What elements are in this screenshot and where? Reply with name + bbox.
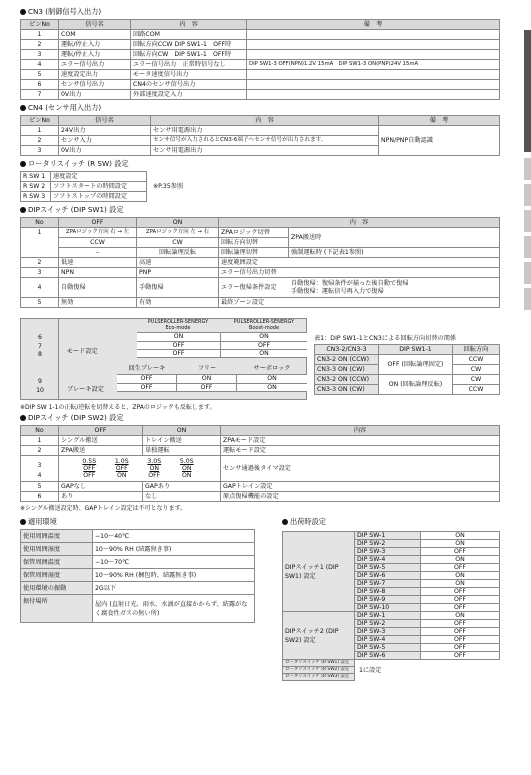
timer-head: 3.0S bbox=[147, 458, 162, 465]
th: 内容 bbox=[221, 426, 500, 436]
rsw-title bbox=[20, 159, 500, 169]
cell: PNP bbox=[137, 268, 219, 278]
cell: センサ通過後タイマ設定 bbox=[221, 456, 500, 482]
cell: 回転論理反転 bbox=[137, 248, 219, 258]
cn4-title bbox=[20, 103, 500, 113]
cell: シングル搬送 bbox=[59, 436, 143, 446]
boost-mode-header-a: PULSEROLLER-SENERGY bbox=[233, 319, 295, 325]
cell: ZPA搬送時 bbox=[289, 228, 500, 248]
mode-brake-block bbox=[20, 318, 307, 400]
cell: ソフトスタートの時間設定 bbox=[51, 182, 147, 192]
table-row bbox=[21, 40, 500, 50]
cell: DIP SW-5 bbox=[355, 644, 421, 652]
mode-values bbox=[137, 332, 307, 358]
mode-label: モード設定 bbox=[67, 348, 98, 355]
cell: センサ入力 bbox=[59, 136, 151, 146]
sw2-title bbox=[20, 413, 500, 423]
th: 内 容 bbox=[131, 20, 247, 30]
ship-block bbox=[282, 517, 500, 681]
table-row bbox=[21, 70, 500, 80]
cell: 単独運転 bbox=[143, 446, 221, 456]
cell: 5 bbox=[21, 482, 59, 492]
cell: 速度設定 bbox=[51, 172, 147, 182]
boost-mode-header bbox=[221, 320, 307, 331]
cell: ON (回転論理反転) bbox=[379, 375, 453, 395]
cell: DIP SW-1 bbox=[355, 612, 421, 620]
cell: 据付場所 bbox=[21, 595, 93, 623]
cell: CN3-3 ON (CW) bbox=[315, 385, 379, 395]
brake-head: フリー bbox=[197, 365, 217, 372]
cell: ZPA搬送 bbox=[59, 446, 143, 456]
table-row bbox=[21, 530, 255, 543]
cell: 回転方向CW DIP SW1-1 OFF時 bbox=[131, 50, 247, 60]
cell: NPN bbox=[59, 268, 137, 278]
cell: 3 bbox=[21, 146, 59, 156]
bullet-icon bbox=[20, 415, 26, 421]
cell: CN3-2 ON (CCW) bbox=[315, 355, 379, 365]
cell: OFF bbox=[421, 596, 500, 604]
rsw-table bbox=[20, 171, 260, 202]
cell: ON bbox=[421, 612, 500, 620]
cell bbox=[247, 40, 500, 50]
timer-head: 1.0S bbox=[114, 458, 129, 465]
table-row bbox=[21, 556, 255, 569]
cell: CN3-3 ON (CW) bbox=[315, 365, 379, 375]
cell: 原点復帰機能の設定 bbox=[221, 492, 500, 502]
table-row bbox=[21, 278, 500, 298]
cell: DIP SW-4 bbox=[355, 636, 421, 644]
brake-no-column bbox=[33, 377, 47, 395]
cell bbox=[219, 278, 500, 298]
timer-value: OFF bbox=[83, 465, 96, 472]
cell: 4 bbox=[21, 60, 59, 70]
brake-value: OFF bbox=[177, 384, 237, 391]
cell: センサ用電源出力 bbox=[151, 146, 379, 156]
mode-no: 6 bbox=[38, 334, 42, 341]
cell: DIP SW-5 bbox=[355, 564, 421, 572]
cell: ロータリスイッチ (R SW1) 設定 bbox=[283, 660, 355, 667]
th: No bbox=[21, 218, 59, 228]
ship-table bbox=[282, 531, 500, 681]
cn3-title bbox=[20, 7, 500, 17]
cell: 強制運転時 (下記表1参照) bbox=[289, 248, 500, 258]
table-row bbox=[21, 228, 500, 238]
table-row bbox=[21, 50, 500, 60]
cell: DIP SW-7 bbox=[355, 580, 421, 588]
cell: OFF bbox=[421, 636, 500, 644]
cell: 7 bbox=[21, 90, 59, 100]
mode-no: 7 bbox=[38, 342, 42, 350]
brake-value: OFF bbox=[117, 375, 177, 383]
cell-text: 自動復帰：復帰条件が揃った後自動で復帰 bbox=[291, 279, 409, 287]
rsw-reference: ※P.35参照 bbox=[153, 183, 184, 190]
table-row bbox=[21, 172, 261, 182]
table-row bbox=[283, 660, 500, 667]
cell: 10〜90% RH (梱包時、結露無き事) bbox=[93, 569, 255, 582]
table-row bbox=[21, 258, 500, 268]
cell: 屋内 (直射日光、雨水、水滴が直接かからず、結露がなく腐食性ガスの無い所) bbox=[93, 595, 255, 623]
cell: エラー信号出力切替 bbox=[219, 268, 500, 278]
cell: ロータリスイッチ (R SW3) 設定 bbox=[283, 674, 355, 681]
timer-cell bbox=[59, 456, 221, 482]
th: DIP SW1-1 bbox=[379, 345, 453, 355]
cell: 低速 bbox=[59, 258, 137, 268]
side-index-tab bbox=[524, 262, 531, 284]
cell: 速度設定出力 bbox=[59, 70, 131, 80]
timer-value: OFF bbox=[83, 472, 96, 479]
cell-text: 手動復帰：運転信号再入力で復帰 bbox=[291, 287, 384, 295]
mode-value: ON bbox=[259, 333, 269, 340]
cell: 運転モード設定 bbox=[221, 446, 500, 456]
boost-mode-header-b: Boost-mode bbox=[248, 324, 280, 331]
cell: 外部速度設定入力 bbox=[131, 90, 247, 100]
eco-mode-header-b: Eco-mode bbox=[165, 324, 191, 331]
side-index-tab bbox=[524, 236, 531, 258]
cell: センサ用電源出力 bbox=[151, 126, 379, 136]
table-row bbox=[21, 60, 500, 70]
table-row bbox=[21, 492, 500, 502]
cell: DIP SW-6 bbox=[355, 572, 421, 580]
th: CN3-2/CN3-3 bbox=[315, 345, 379, 355]
cell: 使用周囲湿度 bbox=[21, 543, 93, 556]
cell: 有効 bbox=[137, 298, 219, 308]
cell: 4 bbox=[21, 278, 59, 298]
brake-head: 回生ブレーキ bbox=[128, 365, 166, 372]
sw1-table bbox=[20, 217, 500, 308]
table-row bbox=[21, 582, 255, 595]
table-row bbox=[21, 298, 500, 308]
mode-value: OFF bbox=[137, 350, 221, 357]
cell: 2 bbox=[21, 40, 59, 50]
sw1-note: ※DIP SW 1-1の正転/逆転を切替えると、ZPAのロジックも反転します。 bbox=[20, 404, 216, 411]
table-row bbox=[21, 126, 500, 136]
brake-no: 9 bbox=[38, 378, 42, 385]
table-row bbox=[21, 595, 255, 623]
mode-value: ON bbox=[259, 350, 269, 357]
cell: 保管周囲湿度 bbox=[21, 569, 93, 582]
cell: DIP SW-3 bbox=[355, 548, 421, 556]
cell: NPN/PNP自動認識 bbox=[379, 126, 500, 156]
th: 備 考 bbox=[379, 116, 500, 126]
brake-head: サーボロック bbox=[253, 365, 291, 372]
brake-value: ON bbox=[267, 384, 277, 391]
th: 信号名 bbox=[59, 116, 151, 126]
ship-title-text: 出荷時設定 bbox=[290, 517, 326, 526]
cell: ロータリスイッチ (R SW2) 設定 bbox=[283, 667, 355, 674]
table-row bbox=[21, 569, 255, 582]
cell: CN4のセンサ信号出力 bbox=[131, 80, 247, 90]
sw2-table bbox=[20, 425, 500, 502]
cell: DIPスイッチ2 (DIP SW2) 設定 bbox=[283, 612, 355, 660]
bullet-icon bbox=[20, 161, 26, 167]
cell bbox=[247, 30, 500, 40]
brake-value: ON bbox=[267, 375, 277, 382]
table-row bbox=[21, 80, 500, 90]
env-table bbox=[20, 529, 255, 623]
cell: DIP SW-3 bbox=[355, 628, 421, 636]
table-row bbox=[21, 30, 500, 40]
cell: 6 bbox=[21, 80, 59, 90]
cell: 1 bbox=[21, 126, 59, 136]
cell: DIPスイッチ1 (DIP SW1) 設定 bbox=[283, 532, 355, 612]
th: ON bbox=[137, 218, 219, 228]
cell: DIP SW-2 bbox=[355, 540, 421, 548]
cell: ソフトストップの時間設定 bbox=[51, 192, 147, 202]
sw2-title-text: DIPスイッチ (DIP SW2) 設定 bbox=[28, 413, 124, 422]
cell: 2 bbox=[21, 136, 59, 146]
table-row bbox=[315, 375, 500, 385]
cell: – bbox=[59, 248, 137, 258]
side-index-tab bbox=[524, 184, 531, 206]
table1-block bbox=[314, 334, 500, 395]
cell: DIP SW-9 bbox=[355, 596, 421, 604]
cell: 0V出力 bbox=[59, 146, 151, 156]
cell: 2G以下 bbox=[93, 582, 255, 595]
side-index-tab bbox=[524, 210, 531, 232]
table-row bbox=[21, 446, 500, 456]
timer-value: OFF bbox=[148, 472, 161, 479]
cell: OFF bbox=[421, 604, 500, 612]
cell: 0V出力 bbox=[59, 90, 131, 100]
cell: 5 bbox=[21, 298, 59, 308]
cell: 2 bbox=[21, 446, 59, 456]
th: OFF bbox=[59, 426, 143, 436]
timer-table bbox=[73, 458, 203, 479]
table1-title: 表1：DIP SW1-1とCN3による回転方向切替の関係 bbox=[314, 335, 457, 342]
cell: OFF bbox=[421, 588, 500, 596]
cell: 1に設定 bbox=[359, 666, 382, 674]
mode-value: ON bbox=[137, 333, 221, 341]
th: 回転方向 bbox=[453, 345, 500, 355]
table-row bbox=[21, 543, 255, 556]
sw1-title-text: DIPスイッチ (DIP SW1) 設定 bbox=[28, 205, 124, 214]
cell: 3 bbox=[21, 268, 59, 278]
brake-value: OFF bbox=[117, 384, 177, 391]
cell: CW bbox=[453, 375, 500, 385]
timer-value: ON bbox=[117, 472, 127, 479]
table-row bbox=[21, 436, 500, 446]
cell: R SW 3 bbox=[21, 192, 51, 202]
cell: OFF bbox=[421, 644, 500, 652]
cell: OFF bbox=[421, 628, 500, 636]
cell: DIP SW-6 bbox=[355, 652, 421, 660]
mode-no-column bbox=[35, 334, 45, 360]
cell: COM bbox=[59, 30, 131, 40]
cell: DIP SW-8 bbox=[355, 588, 421, 596]
cell: 高速 bbox=[137, 258, 219, 268]
cell: 3 4 bbox=[21, 456, 59, 482]
cell: ON bbox=[421, 532, 500, 540]
rsw-title-text: ロータリスイッチ (R SW) 設定 bbox=[28, 159, 129, 168]
bottom-section bbox=[20, 517, 500, 747]
bullet-icon bbox=[20, 105, 26, 111]
cell: 速度範囲設定 bbox=[219, 258, 500, 268]
brake-no: 10 bbox=[36, 387, 44, 394]
cell: 自動復帰 bbox=[59, 278, 137, 298]
cell: 1 bbox=[21, 436, 59, 446]
th: 信号名 bbox=[59, 20, 131, 30]
brake-value: ON bbox=[177, 375, 237, 383]
cell: ZPAロジック方向 右 → 左 bbox=[59, 228, 137, 238]
ship-title bbox=[282, 517, 500, 527]
cell bbox=[247, 80, 500, 90]
mode-value: OFF bbox=[258, 341, 270, 349]
th: ON bbox=[143, 426, 221, 436]
th: No bbox=[21, 426, 59, 436]
timer-head: 0.5S bbox=[82, 458, 97, 465]
cell: ON bbox=[421, 540, 500, 548]
cell: 無効 bbox=[59, 298, 137, 308]
env-title bbox=[20, 517, 255, 527]
cell: あり bbox=[59, 492, 143, 502]
th: 内 容 bbox=[151, 116, 379, 126]
th: 備 考 bbox=[247, 20, 500, 30]
side-index-tab bbox=[524, 288, 531, 310]
th: ピンNo bbox=[21, 20, 59, 30]
timer-value: OFF bbox=[115, 465, 128, 472]
cell: CW bbox=[453, 365, 500, 375]
cell bbox=[247, 70, 500, 80]
env-title-text: 適用環境 bbox=[28, 517, 57, 526]
cell: 5 bbox=[21, 70, 59, 80]
cn4-table bbox=[20, 115, 500, 156]
mode-no: 8 bbox=[38, 351, 42, 358]
cell: DIP SW-4 bbox=[355, 556, 421, 564]
cell: 1 bbox=[21, 30, 59, 40]
cell: DIP SW-2 bbox=[355, 620, 421, 628]
cell: DIP SW-1 bbox=[355, 532, 421, 540]
cell: ZPAロジック方向 左 → 右 bbox=[137, 228, 219, 238]
cell: 運転/停止入力 bbox=[59, 40, 131, 50]
cell: −10〜70℃ bbox=[93, 556, 255, 569]
cell: 回路COM bbox=[131, 30, 247, 40]
timer-value: ON bbox=[182, 472, 192, 479]
sw1-block bbox=[20, 217, 500, 410]
th: OFF bbox=[59, 218, 137, 228]
cell: 回転論理切替 bbox=[219, 248, 289, 258]
cell bbox=[247, 50, 500, 60]
cell: CCW bbox=[59, 238, 137, 248]
timer-value: ON bbox=[182, 465, 192, 472]
table-row bbox=[21, 456, 500, 482]
table-row bbox=[283, 532, 500, 540]
cn4-title-text: CN4 (センサ用入出力) bbox=[28, 103, 102, 112]
cell: ON bbox=[421, 556, 500, 564]
side-index-tab-active bbox=[524, 30, 531, 152]
cell: R SW 2 bbox=[21, 182, 51, 192]
cell: なし bbox=[143, 492, 221, 502]
cell: エラー信号出力 bbox=[59, 60, 131, 70]
cell: CCW bbox=[453, 385, 500, 395]
cell: R SW 1 bbox=[21, 172, 51, 182]
cell: ZPAモード設定 bbox=[221, 436, 500, 446]
env-block bbox=[20, 517, 255, 623]
timer-head: 5.0S bbox=[179, 458, 194, 465]
table-row bbox=[21, 248, 500, 258]
cell: OFF bbox=[421, 652, 500, 660]
table-row bbox=[315, 355, 500, 365]
eco-mode-header-a: PULSEROLLER-SENERGY bbox=[147, 319, 209, 325]
cell: CCW bbox=[453, 355, 500, 365]
cell: 使用環境の振動 bbox=[21, 582, 93, 595]
cell: 運転/停止入力 bbox=[59, 50, 131, 60]
cell: センサ信号が入力されるとCN3-6端子へセンサ信号が出力されます。 bbox=[151, 136, 379, 146]
cell: OFF (回転論理固定) bbox=[379, 355, 453, 375]
cell: 6 bbox=[21, 492, 59, 502]
mode-value: OFF bbox=[137, 342, 221, 350]
sw1-title bbox=[20, 205, 500, 215]
document-page bbox=[20, 4, 500, 747]
cell: エラー信号出力 正常時信号なし bbox=[131, 60, 247, 70]
brake-values bbox=[117, 374, 307, 392]
cell: CW bbox=[137, 238, 219, 248]
cell: 最終ゾーン設定 bbox=[219, 298, 500, 308]
table-row bbox=[283, 612, 500, 620]
cell: OFF bbox=[421, 620, 500, 628]
brake-label: ブレーキ設定 bbox=[67, 386, 104, 393]
cell: DIP SW-10 bbox=[355, 604, 421, 612]
cell: センサ信号出力 bbox=[59, 80, 131, 90]
cell: GAPトレイン設定 bbox=[221, 482, 500, 492]
th: 内 容 bbox=[219, 218, 500, 228]
cell: 24V出力 bbox=[59, 126, 151, 136]
eco-mode-header bbox=[137, 320, 219, 331]
cn3-title-text: CN3 (制御信号入出力) bbox=[28, 7, 102, 16]
cell: OFF bbox=[421, 564, 500, 572]
cell: CN3-2 ON (CCW) bbox=[315, 375, 379, 385]
timer-value: ON bbox=[149, 465, 159, 472]
cell: −10〜40℃ bbox=[93, 530, 255, 543]
cell bbox=[247, 90, 500, 100]
cell: ZPAロジック切替 bbox=[219, 228, 289, 238]
cell: DIP SW1-3 OFF(NPN)1.2V 15mA DIP SW1-3 ON(PNP)24V 15mA bbox=[247, 60, 500, 70]
cell: 1 bbox=[21, 228, 59, 258]
cell: トレイン搬送 bbox=[143, 436, 221, 446]
cell: 10〜90% RH (結露無き事) bbox=[93, 543, 255, 556]
cell: 回転方向CCW DIP SW1-1 OFF時 bbox=[131, 40, 247, 50]
cell-text: エラー復帰条件設定 bbox=[221, 284, 277, 291]
cell: 3 bbox=[21, 50, 59, 60]
th: ピンNo bbox=[21, 116, 59, 126]
table1 bbox=[314, 344, 500, 395]
cell: 保管周囲温度 bbox=[21, 556, 93, 569]
cell: OFF bbox=[421, 548, 500, 556]
sw2-note: ※シングル搬送設定時、GAPトレイン設定は不可となります。 bbox=[20, 505, 187, 512]
cell: GAPあり bbox=[143, 482, 221, 492]
cell: 手動復帰 bbox=[137, 278, 219, 298]
cell: ON bbox=[421, 580, 500, 588]
brake-header bbox=[117, 363, 307, 372]
table-row bbox=[21, 90, 500, 100]
bullet-icon bbox=[20, 207, 26, 213]
bullet-icon bbox=[282, 519, 288, 525]
cell: GAPなし bbox=[59, 482, 143, 492]
bullet-icon bbox=[20, 9, 26, 15]
cell: 使用周囲温度 bbox=[21, 530, 93, 543]
cell: モータ速度信号出力 bbox=[131, 70, 247, 80]
cell: 2 bbox=[21, 258, 59, 268]
cn3-table bbox=[20, 19, 500, 100]
cell: 回転方向切替 bbox=[219, 238, 289, 248]
table-row bbox=[21, 482, 500, 492]
table-row bbox=[21, 268, 500, 278]
bullet-icon bbox=[20, 519, 26, 525]
side-index-tab bbox=[524, 158, 531, 180]
cell: ON bbox=[421, 572, 500, 580]
